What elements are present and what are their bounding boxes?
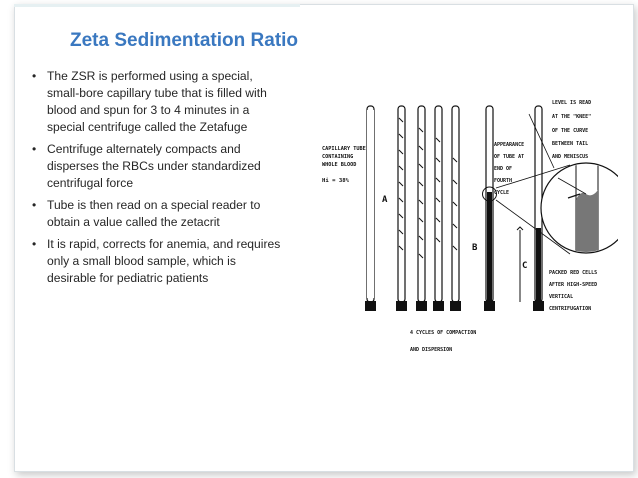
level-label-line: AND MENISCUS	[552, 154, 589, 160]
appearance-label-line: CYCLE	[494, 190, 510, 196]
capillary-label-line: CONTAINING	[322, 154, 354, 160]
slide-top-accent	[14, 4, 300, 7]
level-label-line: LEVEL IS READ	[552, 100, 592, 106]
bullet-marker: •	[32, 237, 37, 251]
cycles-label-line: AND DISPERSION	[410, 347, 453, 353]
bullet-item	[32, 68, 288, 136]
packed-label-line: PACKED RED CELLS	[549, 270, 598, 276]
appearance-label-line: END OF	[494, 166, 513, 172]
bullet-text: The ZSR is performed using a special, small-bore capillary tube that is filled with blood and spun for 3 to 4 minutes in a special centrifuge called the Zetafuge	[47, 69, 267, 134]
slide-title: Zeta Sedimentation Ratio	[70, 30, 299, 51]
knee-magnifier	[496, 114, 618, 268]
tube-cycle-1	[396, 106, 407, 311]
tube-plug	[365, 301, 376, 311]
letter-a: A	[382, 195, 388, 205]
tube-cycle-4	[450, 106, 461, 311]
cycles-label-line: 4 CYCLES OF COMPACTION	[410, 330, 477, 336]
packed-label-line: AFTER HIGH-SPEED	[549, 282, 598, 288]
letter-c: C	[522, 261, 528, 271]
bullet-item	[32, 141, 288, 192]
level-label-line: BETWEEN TAIL	[552, 141, 589, 147]
letter-b: B	[472, 243, 478, 253]
bullet-marker: •	[32, 198, 37, 212]
capillary-label-line: CAPILLARY TUBE	[322, 146, 366, 152]
appearance-label-line: FOURTH	[494, 178, 513, 184]
bullet-text: It is rapid, corrects for anemia, and requires only a small blood sample, which is desirable for pediatric patients	[47, 237, 281, 285]
tube-cycle-2	[416, 106, 427, 311]
bullet-marker: •	[32, 142, 37, 156]
capillary-label-line: WHOLE BLOOD	[322, 162, 357, 168]
tube-cycle-3	[433, 106, 444, 311]
level-label-line: AT THE "KNEE"	[552, 114, 592, 120]
bullet-item	[32, 197, 288, 231]
appearance-label-line: APPEARANCE	[494, 142, 525, 148]
bullet-item	[32, 236, 288, 287]
tube-fourth-cycle	[483, 106, 497, 311]
bullet-text: Tube is then read on a special reader to obtain a value called the zetacrit	[47, 198, 261, 229]
packed-label-line: CENTRIFUGATION	[549, 306, 592, 312]
tube-whole-blood	[365, 106, 376, 311]
packed-label-line: VERTICAL	[549, 294, 574, 300]
bullet-text: Centrifuge alternately compacts and disperses the RBCs under standardized centrifugal force	[47, 142, 261, 190]
appearance-label-line: OF TUBE AT	[494, 154, 525, 160]
zsr-diagram	[318, 98, 618, 360]
level-label-line: OF THE CURVE	[552, 128, 589, 134]
bullet-list	[32, 68, 288, 292]
hematocrit-label: Hi = 38%	[322, 178, 349, 184]
bullet-marker: •	[32, 69, 37, 83]
